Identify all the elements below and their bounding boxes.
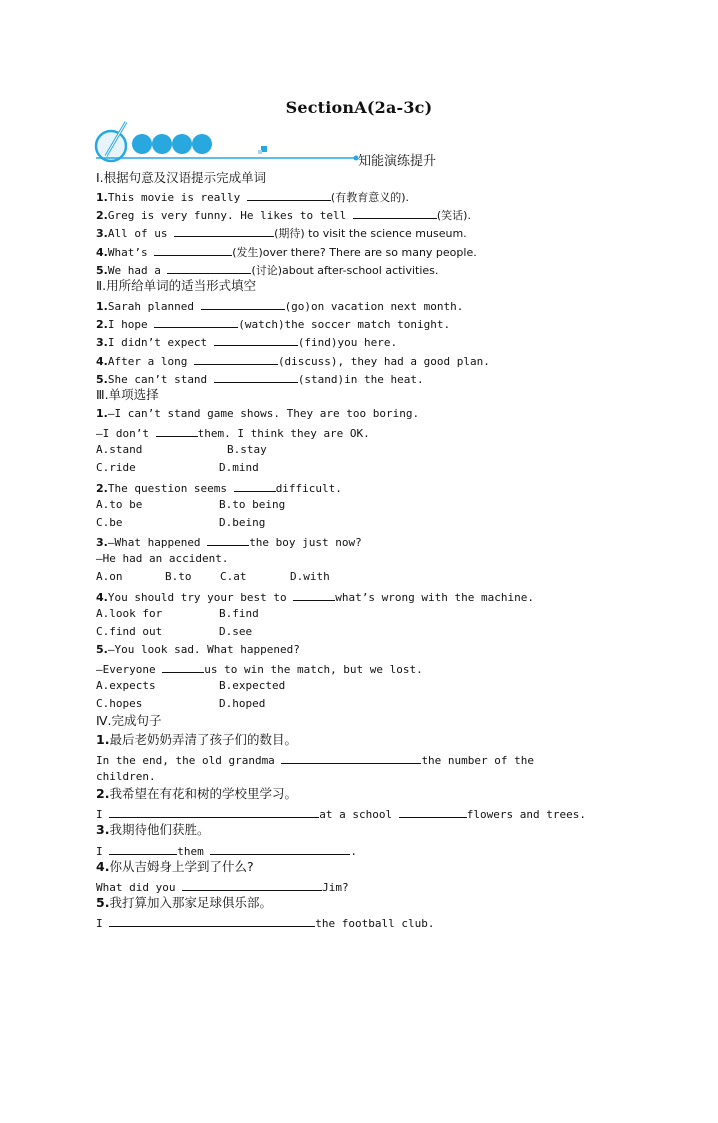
question: 2.The question seems difficult. [96, 482, 342, 495]
question: —I don’t them. I think they are OK. [96, 427, 370, 440]
question: —Everyone us to win the match, but we lost. [96, 663, 423, 676]
list-item: 2.I hope (watch)the soccer match tonight. [96, 318, 451, 331]
question-en: I at a school flowers and trees. [96, 808, 586, 821]
option: B.to being [219, 498, 286, 511]
question-cn: 3.我期待他们获胜。 [96, 822, 210, 837]
question-en: In the end, the old grandma the number of the [96, 754, 535, 767]
question-en: I them . [96, 845, 357, 858]
question: 3.—What happened the boy just now? [96, 536, 362, 549]
option: B.stay [227, 443, 267, 456]
option: B.to [165, 570, 192, 583]
option: D.hoped [219, 697, 266, 710]
option: D.with [290, 570, 330, 583]
question-cn: 4.你从吉姆身上学到了什么? [96, 859, 254, 874]
question: 5.—You look sad. What happened? [96, 643, 300, 656]
banner-label: 知能演练提升 [358, 154, 437, 169]
option: D.see [219, 625, 253, 638]
option: A.look for [96, 607, 163, 620]
option: B.find [219, 607, 259, 620]
list-item: 4.After a long (discuss), they had a good plan. [96, 355, 490, 368]
section-heading-2: Ⅱ.用所给单词的适当形式填空 [96, 278, 257, 293]
question: —He had an accident. [96, 552, 229, 565]
option: D.being [219, 516, 266, 529]
option: D.mind [219, 461, 259, 474]
list-item: 1.This movie is really (有教育意义的). [96, 191, 410, 204]
question-cn: 1.最后老奶奶弄清了孩子们的数目。 [96, 732, 297, 747]
question-en: I the football club. [96, 917, 435, 930]
list-item: 4.What’s (发生)over there? There are so many people. [96, 246, 477, 259]
question-en: children. [96, 770, 156, 783]
option: B.expected [219, 679, 286, 692]
list-item: 3.All of us (期待) to visit the science museum. [96, 227, 467, 240]
list-item: 5.We had a (讨论)about after-school activities. [96, 264, 439, 277]
option: A.expects [96, 679, 156, 692]
option: A.to be [96, 498, 143, 511]
list-item: 2.Greg is very funny. He likes to tell (笑话). [96, 209, 471, 222]
list-item: 1.Sarah planned (go)on vacation next month. [96, 300, 464, 313]
option: C.find out [96, 625, 163, 638]
option: A.on [96, 570, 123, 583]
question: 1.—I can’t stand game shows. They are too boring. [96, 407, 420, 420]
paintbrush-icon [96, 122, 126, 161]
page-title: SectionA(2a-3c) [285, 98, 433, 117]
question-en: What did you Jim? [96, 881, 349, 894]
question-cn: 2.我希望在有花和树的学校里学习。 [96, 786, 297, 801]
option: C.ride [96, 461, 136, 474]
option: C.hopes [96, 697, 143, 710]
list-item: 3.I didn’t expect (find)you here. [96, 336, 398, 349]
section-heading-4: Ⅳ.完成句子 [96, 713, 162, 728]
question: 4.You should try your best to what’s wrong with the machine. [96, 591, 534, 604]
option: A.stand [96, 443, 143, 456]
option: C.at [220, 570, 247, 583]
section-heading-3: Ⅲ.单项选择 [96, 387, 159, 402]
question-cn: 5.我打算加入那家足球俱乐部。 [96, 895, 272, 910]
option: C.be [96, 516, 123, 529]
section-heading-1: Ⅰ.根据句意及汉语提示完成单词 [96, 170, 267, 185]
list-item: 5.She can’t stand (stand)in the heat. [96, 373, 424, 386]
